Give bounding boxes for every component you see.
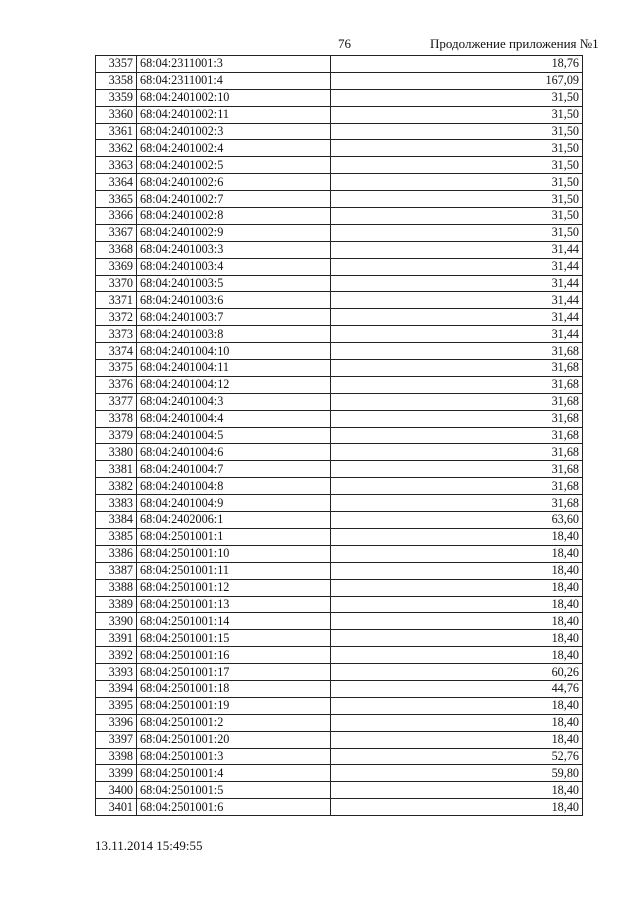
cadastral-number-cell: 68:04:2401003:8 [137,326,331,343]
footer-timestamp: 13.11.2014 15:49:55 [95,838,203,853]
cadastral-number-cell: 68:04:2401003:6 [137,292,331,309]
row-number-cell: 3359 [96,89,137,106]
cadastral-number-cell: 68:04:2501001:1 [137,528,331,545]
cadastral-number-cell: 68:04:2501001:17 [137,664,331,681]
value-cell: 18,40 [331,562,583,579]
cadastral-number-cell: 68:04:2501001:11 [137,562,331,579]
value-cell: 18,40 [331,697,583,714]
value-cell: 31,68 [331,393,583,410]
value-cell: 18,40 [331,613,583,630]
table-row [96,461,583,478]
cadastral-number-cell: 68:04:2401003:5 [137,275,331,292]
cadastral-number-cell: 68:04:2401003:4 [137,258,331,275]
cadastral-number-cell: 68:04:2401002:5 [137,157,331,174]
value-cell: 18,40 [331,596,583,613]
value-cell: 31,50 [331,191,583,208]
table-row [96,427,583,444]
value-cell: 52,76 [331,748,583,765]
table-row [96,174,583,191]
row-number-cell: 3395 [96,697,137,714]
table-row [96,241,583,258]
cadastral-number-cell: 68:04:2401004:10 [137,343,331,360]
cadastral-number-cell: 68:04:2311001:3 [137,56,331,73]
value-cell: 18,40 [331,714,583,731]
table-row [96,596,583,613]
cadastral-number-cell: 68:04:2401002:7 [137,191,331,208]
row-number-cell: 3381 [96,461,137,478]
row-number-cell: 3397 [96,731,137,748]
row-number-cell: 3378 [96,410,137,427]
value-cell: 60,26 [331,664,583,681]
table-row [96,89,583,106]
row-number-cell: 3375 [96,360,137,377]
value-cell: 31,68 [331,478,583,495]
value-cell: 59,80 [331,765,583,782]
table-row [96,782,583,799]
cadastral-number-cell: 68:04:2501001:14 [137,613,331,630]
row-number-cell: 3400 [96,782,137,799]
table-row [96,140,583,157]
row-number-cell: 3376 [96,376,137,393]
row-number-cell: 3383 [96,495,137,512]
row-number-cell: 3386 [96,545,137,562]
cadastral-number-cell: 68:04:2501001:5 [137,782,331,799]
value-cell: 18,40 [331,630,583,647]
row-number-cell: 3380 [96,444,137,461]
table-row [96,579,583,596]
row-number-cell: 3384 [96,512,137,529]
table-row [96,410,583,427]
row-number-cell: 3394 [96,680,137,697]
cadastral-number-cell: 68:04:2401002:10 [137,89,331,106]
value-cell: 31,50 [331,157,583,174]
table-row [96,562,583,579]
table-row [96,343,583,360]
row-number-cell: 3391 [96,630,137,647]
cadastral-number-cell: 68:04:2501001:19 [137,697,331,714]
table-row [96,444,583,461]
cadastral-number-cell: 68:04:2501001:6 [137,799,331,816]
cadastral-number-cell: 68:04:2311001:4 [137,72,331,89]
row-number-cell: 3366 [96,208,137,225]
row-number-cell: 3365 [96,191,137,208]
value-cell: 31,68 [331,495,583,512]
row-number-cell: 3369 [96,258,137,275]
table-row [96,56,583,73]
value-cell: 18,40 [331,799,583,816]
cadastral-number-cell: 68:04:2501001:18 [137,680,331,697]
table-row [96,72,583,89]
cadastral-number-cell: 68:04:2401002:3 [137,123,331,140]
row-number-cell: 3401 [96,799,137,816]
row-number-cell: 3368 [96,241,137,258]
table-row [96,191,583,208]
value-cell: 31,68 [331,360,583,377]
value-cell: 31,50 [331,140,583,157]
value-cell: 18,40 [331,782,583,799]
value-cell: 18,76 [331,56,583,73]
table-row [96,309,583,326]
cadastral-number-cell: 68:04:2401004:5 [137,427,331,444]
value-cell: 31,44 [331,292,583,309]
cadastral-number-cell: 68:04:2401002:8 [137,208,331,225]
table-row [96,224,583,241]
value-cell: 18,40 [331,579,583,596]
value-cell: 31,50 [331,208,583,225]
value-cell: 31,68 [331,444,583,461]
table-row [96,478,583,495]
row-number-cell: 3398 [96,748,137,765]
row-number-cell: 3362 [96,140,137,157]
table-row [96,393,583,410]
row-number-cell: 3374 [96,343,137,360]
cadastral-number-cell: 68:04:2501001:13 [137,596,331,613]
table-row [96,157,583,174]
table-row [96,326,583,343]
value-cell: 31,68 [331,427,583,444]
table-row [96,292,583,309]
table-body [96,56,583,816]
value-cell: 31,68 [331,343,583,360]
table-row [96,647,583,664]
row-number-cell: 3388 [96,579,137,596]
table-row [96,106,583,123]
cadastral-number-cell: 68:04:2401003:3 [137,241,331,258]
table-row [96,495,583,512]
row-number-cell: 3379 [96,427,137,444]
cadastral-number-cell: 68:04:2401002:4 [137,140,331,157]
row-number-cell: 3357 [96,56,137,73]
cadastral-number-cell: 68:04:2501001:3 [137,748,331,765]
value-cell: 31,44 [331,309,583,326]
cadastral-number-cell: 68:04:2402006:1 [137,512,331,529]
cadastral-number-cell: 68:04:2401002:6 [137,174,331,191]
row-number-cell: 3393 [96,664,137,681]
table-row [96,258,583,275]
cadastral-number-cell: 68:04:2401002:11 [137,106,331,123]
row-number-cell: 3360 [96,106,137,123]
table-row [96,360,583,377]
value-cell: 31,50 [331,106,583,123]
cadastral-number-cell: 68:04:2501001:12 [137,579,331,596]
table-row [96,123,583,140]
value-cell: 18,40 [331,528,583,545]
table-row [96,664,583,681]
value-cell: 31,50 [331,123,583,140]
row-number-cell: 3372 [96,309,137,326]
table-row [96,799,583,816]
row-number-cell: 3389 [96,596,137,613]
cadastral-number-cell: 68:04:2401004:9 [137,495,331,512]
table-row [96,680,583,697]
table-row [96,376,583,393]
value-cell: 31,44 [331,258,583,275]
table-row [96,714,583,731]
row-number-cell: 3399 [96,765,137,782]
table-row [96,545,583,562]
value-cell: 18,40 [331,731,583,748]
table-row [96,208,583,225]
row-number-cell: 3361 [96,123,137,140]
value-cell: 44,76 [331,680,583,697]
value-cell: 31,68 [331,376,583,393]
cadastral-number-cell: 68:04:2401004:7 [137,461,331,478]
row-number-cell: 3373 [96,326,137,343]
cadastral-number-cell: 68:04:2501001:4 [137,765,331,782]
row-number-cell: 3363 [96,157,137,174]
row-number-cell: 3364 [96,174,137,191]
table-row [96,528,583,545]
value-cell: 63,60 [331,512,583,529]
cadastral-number-cell: 68:04:2401004:8 [137,478,331,495]
cadastral-number-cell: 68:04:2401004:3 [137,393,331,410]
value-cell: 31,44 [331,241,583,258]
row-number-cell: 3377 [96,393,137,410]
value-cell: 31,68 [331,461,583,478]
table-row [96,512,583,529]
row-number-cell: 3387 [96,562,137,579]
page-number: 76 [338,36,351,51]
cadastral-number-cell: 68:04:2501001:10 [137,545,331,562]
table-row [96,275,583,292]
value-cell: 31,50 [331,224,583,241]
registry-table [95,55,583,816]
row-number-cell: 3370 [96,275,137,292]
table-row [96,697,583,714]
table-row [96,613,583,630]
value-cell: 31,50 [331,174,583,191]
value-cell: 31,50 [331,89,583,106]
value-cell: 167,09 [331,72,583,89]
table-row [96,731,583,748]
table-row [96,765,583,782]
cadastral-number-cell: 68:04:2401004:12 [137,376,331,393]
table-row [96,630,583,647]
cadastral-number-cell: 68:04:2501001:20 [137,731,331,748]
value-cell: 31,44 [331,326,583,343]
row-number-cell: 3358 [96,72,137,89]
row-number-cell: 3396 [96,714,137,731]
row-number-cell: 3385 [96,528,137,545]
cadastral-number-cell: 68:04:2401004:11 [137,360,331,377]
cadastral-number-cell: 68:04:2401004:6 [137,444,331,461]
cadastral-number-cell: 68:04:2401004:4 [137,410,331,427]
table-row [96,748,583,765]
cadastral-number-cell: 68:04:2401003:7 [137,309,331,326]
cadastral-number-cell: 68:04:2501001:15 [137,630,331,647]
row-number-cell: 3367 [96,224,137,241]
row-number-cell: 3371 [96,292,137,309]
value-cell: 31,68 [331,410,583,427]
cadastral-number-cell: 68:04:2501001:16 [137,647,331,664]
value-cell: 31,44 [331,275,583,292]
row-number-cell: 3390 [96,613,137,630]
row-number-cell: 3392 [96,647,137,664]
cadastral-number-cell: 68:04:2401002:9 [137,224,331,241]
header-note: Продолжение приложения №1 [430,36,599,51]
cadastral-number-cell: 68:04:2501001:2 [137,714,331,731]
row-number-cell: 3382 [96,478,137,495]
value-cell: 18,40 [331,647,583,664]
value-cell: 18,40 [331,545,583,562]
